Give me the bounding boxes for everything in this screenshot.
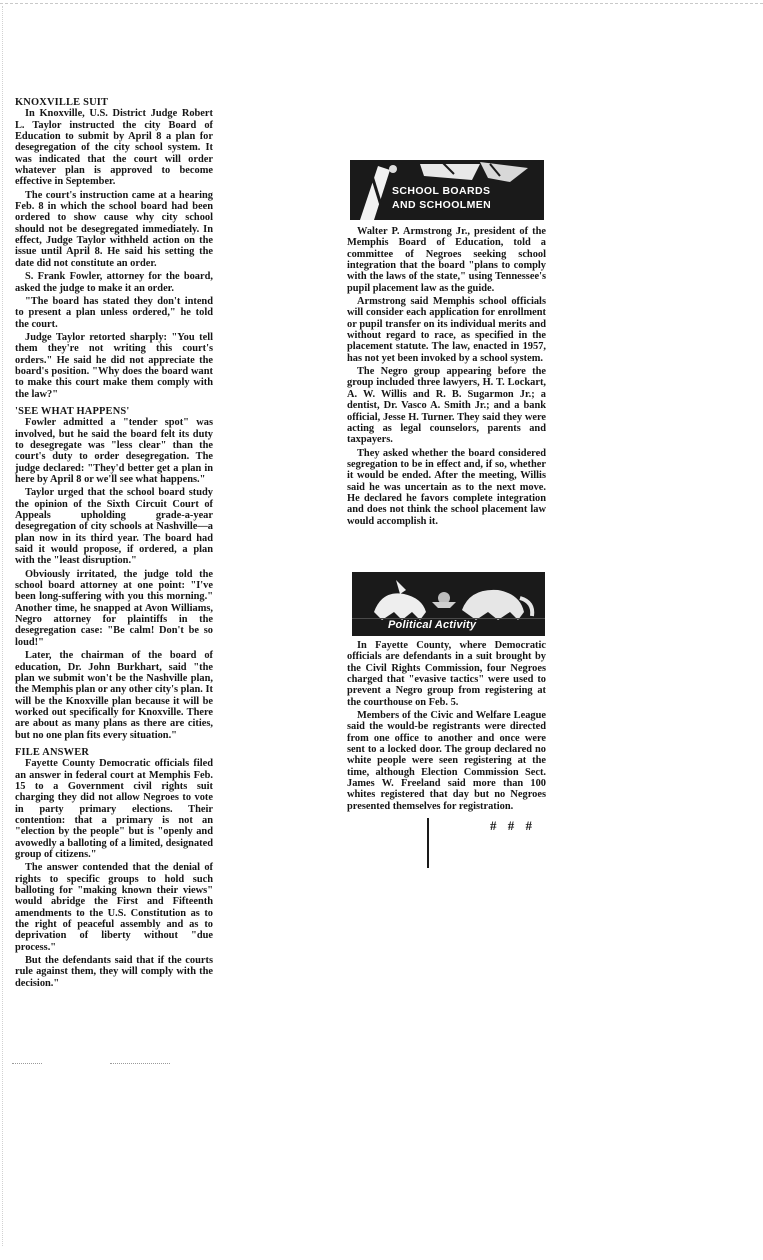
section-heading-knoxville-suit: KNOXVILLE SUIT bbox=[15, 97, 109, 108]
political-activity-title: Political Activity bbox=[388, 619, 477, 631]
paragraph: "The board has stated they don't intend to present a plan unless ordered," he told the court. bbox=[15, 295, 213, 330]
paragraph: Members of the Civic and Welfare League said the would-be registrants were directed from one office to another and once were sent to a locked door. The group declared no white people were seen registering at the time, although Election Commission Sect. James W. Freeland said more than 100 whites registered that day but no Negroes presented themselves for registration. bbox=[347, 710, 546, 812]
paragraph: They asked whether the board considered segregation to be in effect and, if so, whether it would be ended. After the meeting, Willis said he was uncertain as to the next move. He declared he favors complete integration and does not think the school placement law would accomplish it. bbox=[347, 447, 546, 527]
paragraph: Later, the chairman of the board of education, Dr. John Burkhart, said "the plan we submit won't be the Nashville plan, the Memphis plan or any other city's plan. It will be the Knoxville plan because it will be worked out specifically for Knoxville. There are about as many plans as there are cities, but no one plan fits every situation." bbox=[15, 650, 213, 741]
paragraph: In Knoxville, U.S. District Judge Robert L. Taylor instructed the city Board of Education to submit by April 8 a plan for desegregation of the city school system. It was indicated that the court will order whatever plan is approved to become effective in September. bbox=[15, 108, 213, 188]
school-boards-title bbox=[392, 184, 491, 212]
see-what-happens-section bbox=[15, 406, 213, 741]
paragraph: Judge Taylor retorted sharply: "You tell them they're not writing this court's orders." He said he did not appreciate the board's position. "Why does the board want to make this court make them comply with the law?" bbox=[15, 331, 213, 400]
end-mark: # # # bbox=[490, 818, 536, 833]
school-boards-title-line1: SCHOOL BOARDS bbox=[392, 185, 491, 197]
section-heading-see-what-happens: 'SEE WHAT HAPPENS' bbox=[15, 405, 130, 417]
paragraph: Obviously irritated, the judge told the school board attorney at one point: "I've been long-suffering with you this morning." Another time, he snapped at Avon Williams, Negro attorney for plaintiffs in the desegregation case: "Be calm! Don't be so loud!" bbox=[15, 568, 213, 648]
bottom-dash-left bbox=[12, 1063, 42, 1064]
political-activity-header-illustration bbox=[352, 572, 545, 636]
paragraph: Taylor urged that the school board study the opinion of the Sixth Circuit Court of Appeals upholding grade-a-year desegregation of city schools at Nashville—a plan now in its third year. The board had said it would propose, if ordered, a plan with the "least disruption." bbox=[15, 487, 213, 567]
bottom-dash-mid bbox=[110, 1063, 170, 1064]
political-column bbox=[347, 640, 546, 814]
paragraph: The answer contended that the denial of rights to specific groups to hold such balloting for "making known their views" would abridge the First and Fifteenth amendments to the U.S. Constitution as to the right of peaceful assembly and as to deprivation of liberty without "due process." bbox=[15, 862, 213, 953]
section-heading-file-answer: FILE ANSWER bbox=[15, 746, 90, 758]
paragraph: The court's instruction came at a hearing Feb. 8 in which the school board had been ordered to show cause why city school should not be desegregated immediately. In effect, Judge Taylor withheld action on the issue until April 8. He said his setting the date did not constitute an order. bbox=[15, 189, 213, 269]
knoxville-suit-section bbox=[15, 97, 213, 400]
paragraph: Walter P. Armstrong Jr., president of the Memphis Board of Education, told a committee of Negroes seeking school integration that the board "plans to comply with the laws of the state," using Tennessee's pupil placement law as the guide. bbox=[347, 226, 546, 294]
left-column bbox=[15, 97, 213, 995]
file-answer-section bbox=[15, 747, 213, 989]
school-boards-title-line2: AND SCHOOLMEN bbox=[392, 199, 492, 211]
paragraph: Armstrong said Memphis school officials will consider each application for enrollment or pupil transfer on its individual merits and without regard to race, as specified in the placement statute. The law, enacted in 1957, has not yet been invoked by a school system. bbox=[347, 296, 546, 364]
paragraph: Fayette County Democratic officials filed an answer in federal court at Memphis Feb. 15 to a Government civil rights suit charging they did not allow Negroes to vote in party primary elections. Their contention: that a primary is not an "election by the people" but is "openly and avowedly a balloting of a limited, designated group of citizens." bbox=[15, 758, 213, 860]
paragraph: The Negro group appearing before the group included three lawyers, H. T. Lockart, A. W. Willis and R. B. Sugarmon Jr.; a dentist, Dr. Vasco A. Smith Jr.; and a bank official, Jesse H. Turner. They said they were acting as legal counselors, parents and taxpayers. bbox=[347, 366, 546, 446]
pen-mark bbox=[427, 818, 429, 868]
school-boards-header-illustration bbox=[350, 160, 544, 220]
paragraph: In Fayette County, where Democratic officials are defendants in a suit brought by the Civil Rights Commission, four Negroes charged that "evasive tactics" were used to prevent a Negro group from registering at the courthouse on Feb. 5. bbox=[347, 640, 546, 708]
top-dashed-border bbox=[0, 3, 763, 4]
left-edge-line bbox=[2, 6, 3, 1246]
paragraph: S. Frank Fowler, attorney for the board, asked the judge to make it an order. bbox=[15, 271, 213, 294]
paragraph: But the defendants said that if the courts rule against them, they will comply with the decision." bbox=[15, 955, 213, 989]
paragraph: Fowler admitted a "tender spot" was involved, but he said the board felt its duty to desegregate was "less clear" than the court's duty to order desegregation. The judge declared: "They'd better get a plan in here by April 8 or we'll see what happens." bbox=[15, 417, 213, 485]
schools-column bbox=[347, 226, 546, 529]
